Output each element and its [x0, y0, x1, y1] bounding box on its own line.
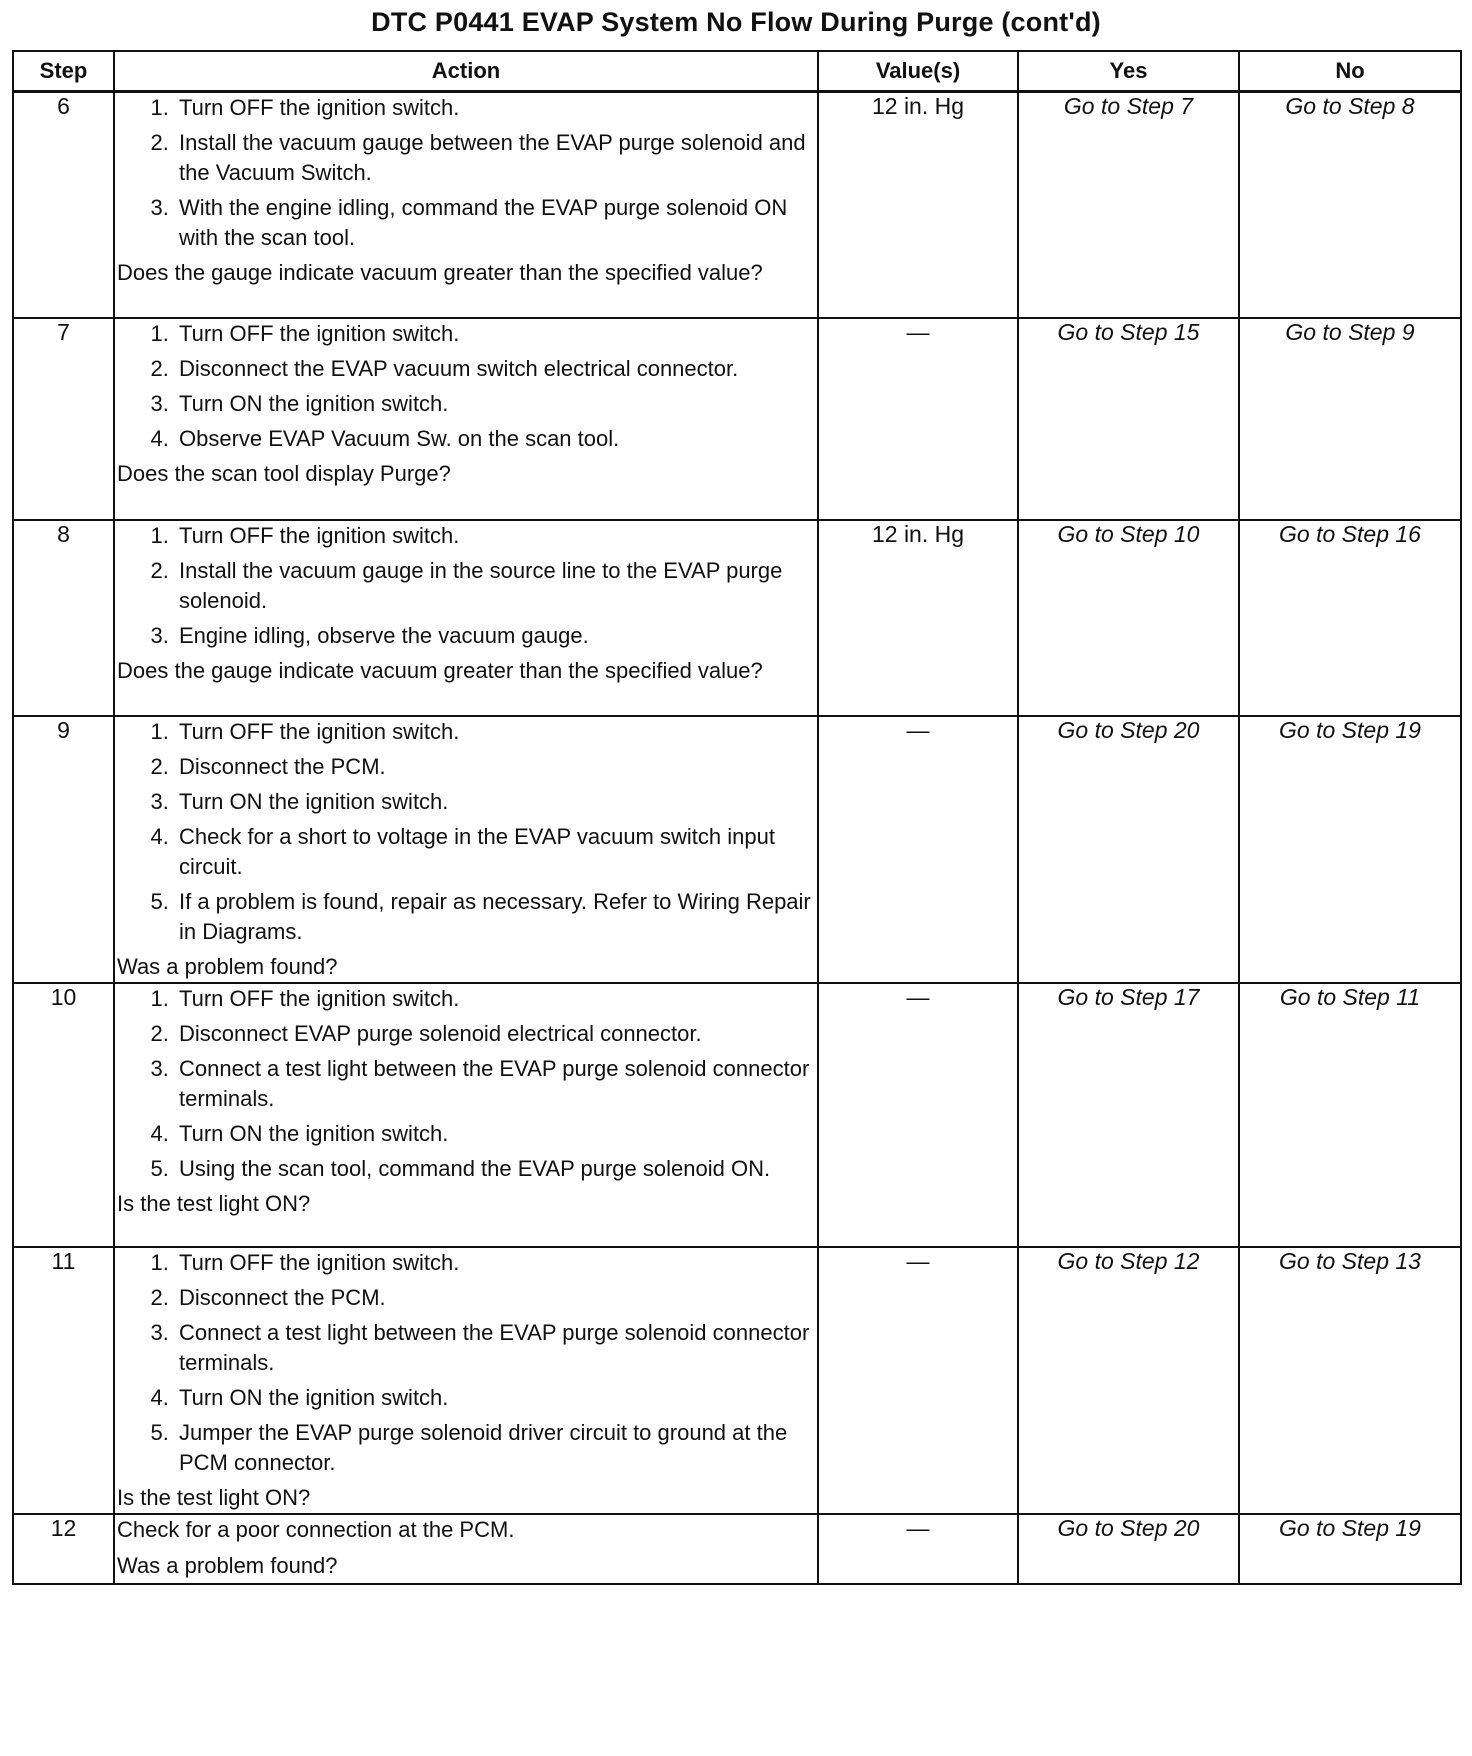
header-row — [13, 51, 1461, 92]
step-number: 8 — [13, 520, 114, 716]
action-step: 1. Turn OFF the ignition switch. — [175, 521, 817, 551]
no-cell: Go to Step 16 — [1239, 520, 1461, 716]
action-question: Was a problem found? — [117, 953, 338, 979]
action-step: 2. Install the vacuum gauge in the source line to the EVAP purge solenoid. — [175, 556, 817, 616]
action-cell — [114, 1247, 818, 1514]
action-question: Was a problem found? — [117, 1552, 338, 1578]
action-cell — [114, 983, 818, 1247]
action-step: 4. Check for a short to voltage in the EVAP vacuum switch input circuit. — [175, 822, 817, 882]
page-title: DTC P0441 EVAP System No Flow During Purge (cont'd) — [371, 7, 1101, 37]
action-steps-list — [115, 717, 817, 947]
table-row — [13, 1514, 1461, 1584]
step-number: 10 — [13, 983, 114, 1247]
action-question: Does the scan tool display Purge? — [117, 460, 451, 486]
yes-cell: Go to Step 15 — [1018, 318, 1239, 520]
action-step: 3. Turn ON the ignition switch. — [175, 389, 817, 419]
value-cell: — — [818, 1247, 1018, 1514]
action-step: 3. With the engine idling, command the EVAP purge solenoid ON with the scan tool. — [175, 193, 817, 253]
action-question: Is the test light ON? — [117, 1484, 311, 1510]
value-cell: — — [818, 716, 1018, 983]
action-step: 3. Connect a test light between the EVAP purge solenoid connector terminals. — [175, 1318, 817, 1378]
yes-cell: Go to Step 10 — [1018, 520, 1239, 716]
action-cell — [114, 318, 818, 520]
header-yes: Yes — [1018, 51, 1239, 92]
step-number: 12 — [13, 1514, 114, 1584]
action-step: 4. Turn ON the ignition switch. — [175, 1383, 817, 1413]
action-question: Does the gauge indicate vacuum greater than the specified value? — [117, 260, 763, 285]
yes-cell: Go to Step 20 — [1018, 1514, 1239, 1584]
no-cell: Go to Step 11 — [1239, 983, 1461, 1247]
action-step: 1. Turn OFF the ignition switch. — [175, 717, 817, 747]
table-row — [13, 92, 1461, 318]
value-cell: — — [818, 1514, 1018, 1584]
action-steps-list — [115, 984, 817, 1184]
action-cell — [114, 1514, 818, 1584]
no-cell: Go to Step 19 — [1239, 716, 1461, 983]
action-step: 2. Disconnect EVAP purge solenoid electrical connector. — [175, 1019, 817, 1049]
action-cell — [114, 520, 818, 716]
action-step: 2. Disconnect the PCM. — [175, 1283, 817, 1313]
action-question: Does the gauge indicate vacuum greater than the specified value? — [117, 657, 763, 683]
action-step: 3. Engine idling, observe the vacuum gauge. — [175, 621, 817, 651]
yes-cell: Go to Step 20 — [1018, 716, 1239, 983]
action-steps-list — [115, 1248, 817, 1478]
value-cell: 12 in. Hg — [818, 92, 1018, 318]
header-no: No — [1239, 51, 1461, 92]
step-number: 9 — [13, 716, 114, 983]
value-cell: 12 in. Hg — [818, 520, 1018, 716]
action-step: 2. Install the vacuum gauge between the EVAP purge solenoid and the Vacuum Switch. — [175, 128, 817, 188]
action-text: Check for a poor connection at the PCM. — [117, 1516, 515, 1542]
table-row — [13, 983, 1461, 1247]
no-cell: Go to Step 13 — [1239, 1247, 1461, 1514]
action-step: 2. Disconnect the EVAP vacuum switch electrical connector. — [175, 354, 817, 384]
step-number: 11 — [13, 1247, 114, 1514]
action-steps-list — [115, 319, 817, 454]
action-step: 2. Disconnect the PCM. — [175, 752, 817, 782]
action-step: 1. Turn OFF the ignition switch. — [175, 984, 817, 1014]
action-step: 4. Observe EVAP Vacuum Sw. on the scan tool. — [175, 424, 817, 454]
action-step: 3. Connect a test light between the EVAP purge solenoid connector terminals. — [175, 1054, 817, 1114]
table-row — [13, 1247, 1461, 1514]
action-step: 5. Using the scan tool, command the EVAP purge solenoid ON. — [175, 1154, 817, 1184]
action-step: 3. Turn ON the ignition switch. — [175, 787, 817, 817]
header-step: Step — [13, 51, 114, 92]
no-cell: Go to Step 8 — [1239, 92, 1461, 318]
action-steps-list — [115, 93, 817, 253]
value-cell: — — [818, 983, 1018, 1247]
step-number: 6 — [13, 92, 114, 318]
action-step: 1. Turn OFF the ignition switch. — [175, 1248, 817, 1278]
action-cell — [114, 92, 818, 318]
table-row — [13, 716, 1461, 983]
step-number: 7 — [13, 318, 114, 520]
action-question: Is the test light ON? — [117, 1190, 311, 1216]
action-step: 5. Jumper the EVAP purge solenoid driver circuit to ground at the PCM connector. — [175, 1418, 817, 1478]
action-step: 1. Turn OFF the ignition switch. — [175, 319, 817, 349]
action-step: 5. If a problem is found, repair as necessary. Refer to Wiring Repair in Diagrams. — [175, 887, 817, 947]
action-step: 1. Turn OFF the ignition switch. — [175, 93, 817, 123]
action-steps-list — [115, 521, 817, 651]
action-step: 4. Turn ON the ignition switch. — [175, 1119, 817, 1149]
yes-cell: Go to Step 7 — [1018, 92, 1239, 318]
no-cell: Go to Step 9 — [1239, 318, 1461, 520]
table-row — [13, 318, 1461, 520]
diagnostic-table — [12, 50, 1462, 1585]
action-cell — [114, 716, 818, 983]
table-row — [13, 520, 1461, 716]
value-cell: — — [818, 318, 1018, 520]
header-action: Action — [114, 51, 818, 92]
yes-cell: Go to Step 17 — [1018, 983, 1239, 1247]
header-values: Value(s) — [818, 51, 1018, 92]
no-cell: Go to Step 19 — [1239, 1514, 1461, 1584]
yes-cell: Go to Step 12 — [1018, 1247, 1239, 1514]
